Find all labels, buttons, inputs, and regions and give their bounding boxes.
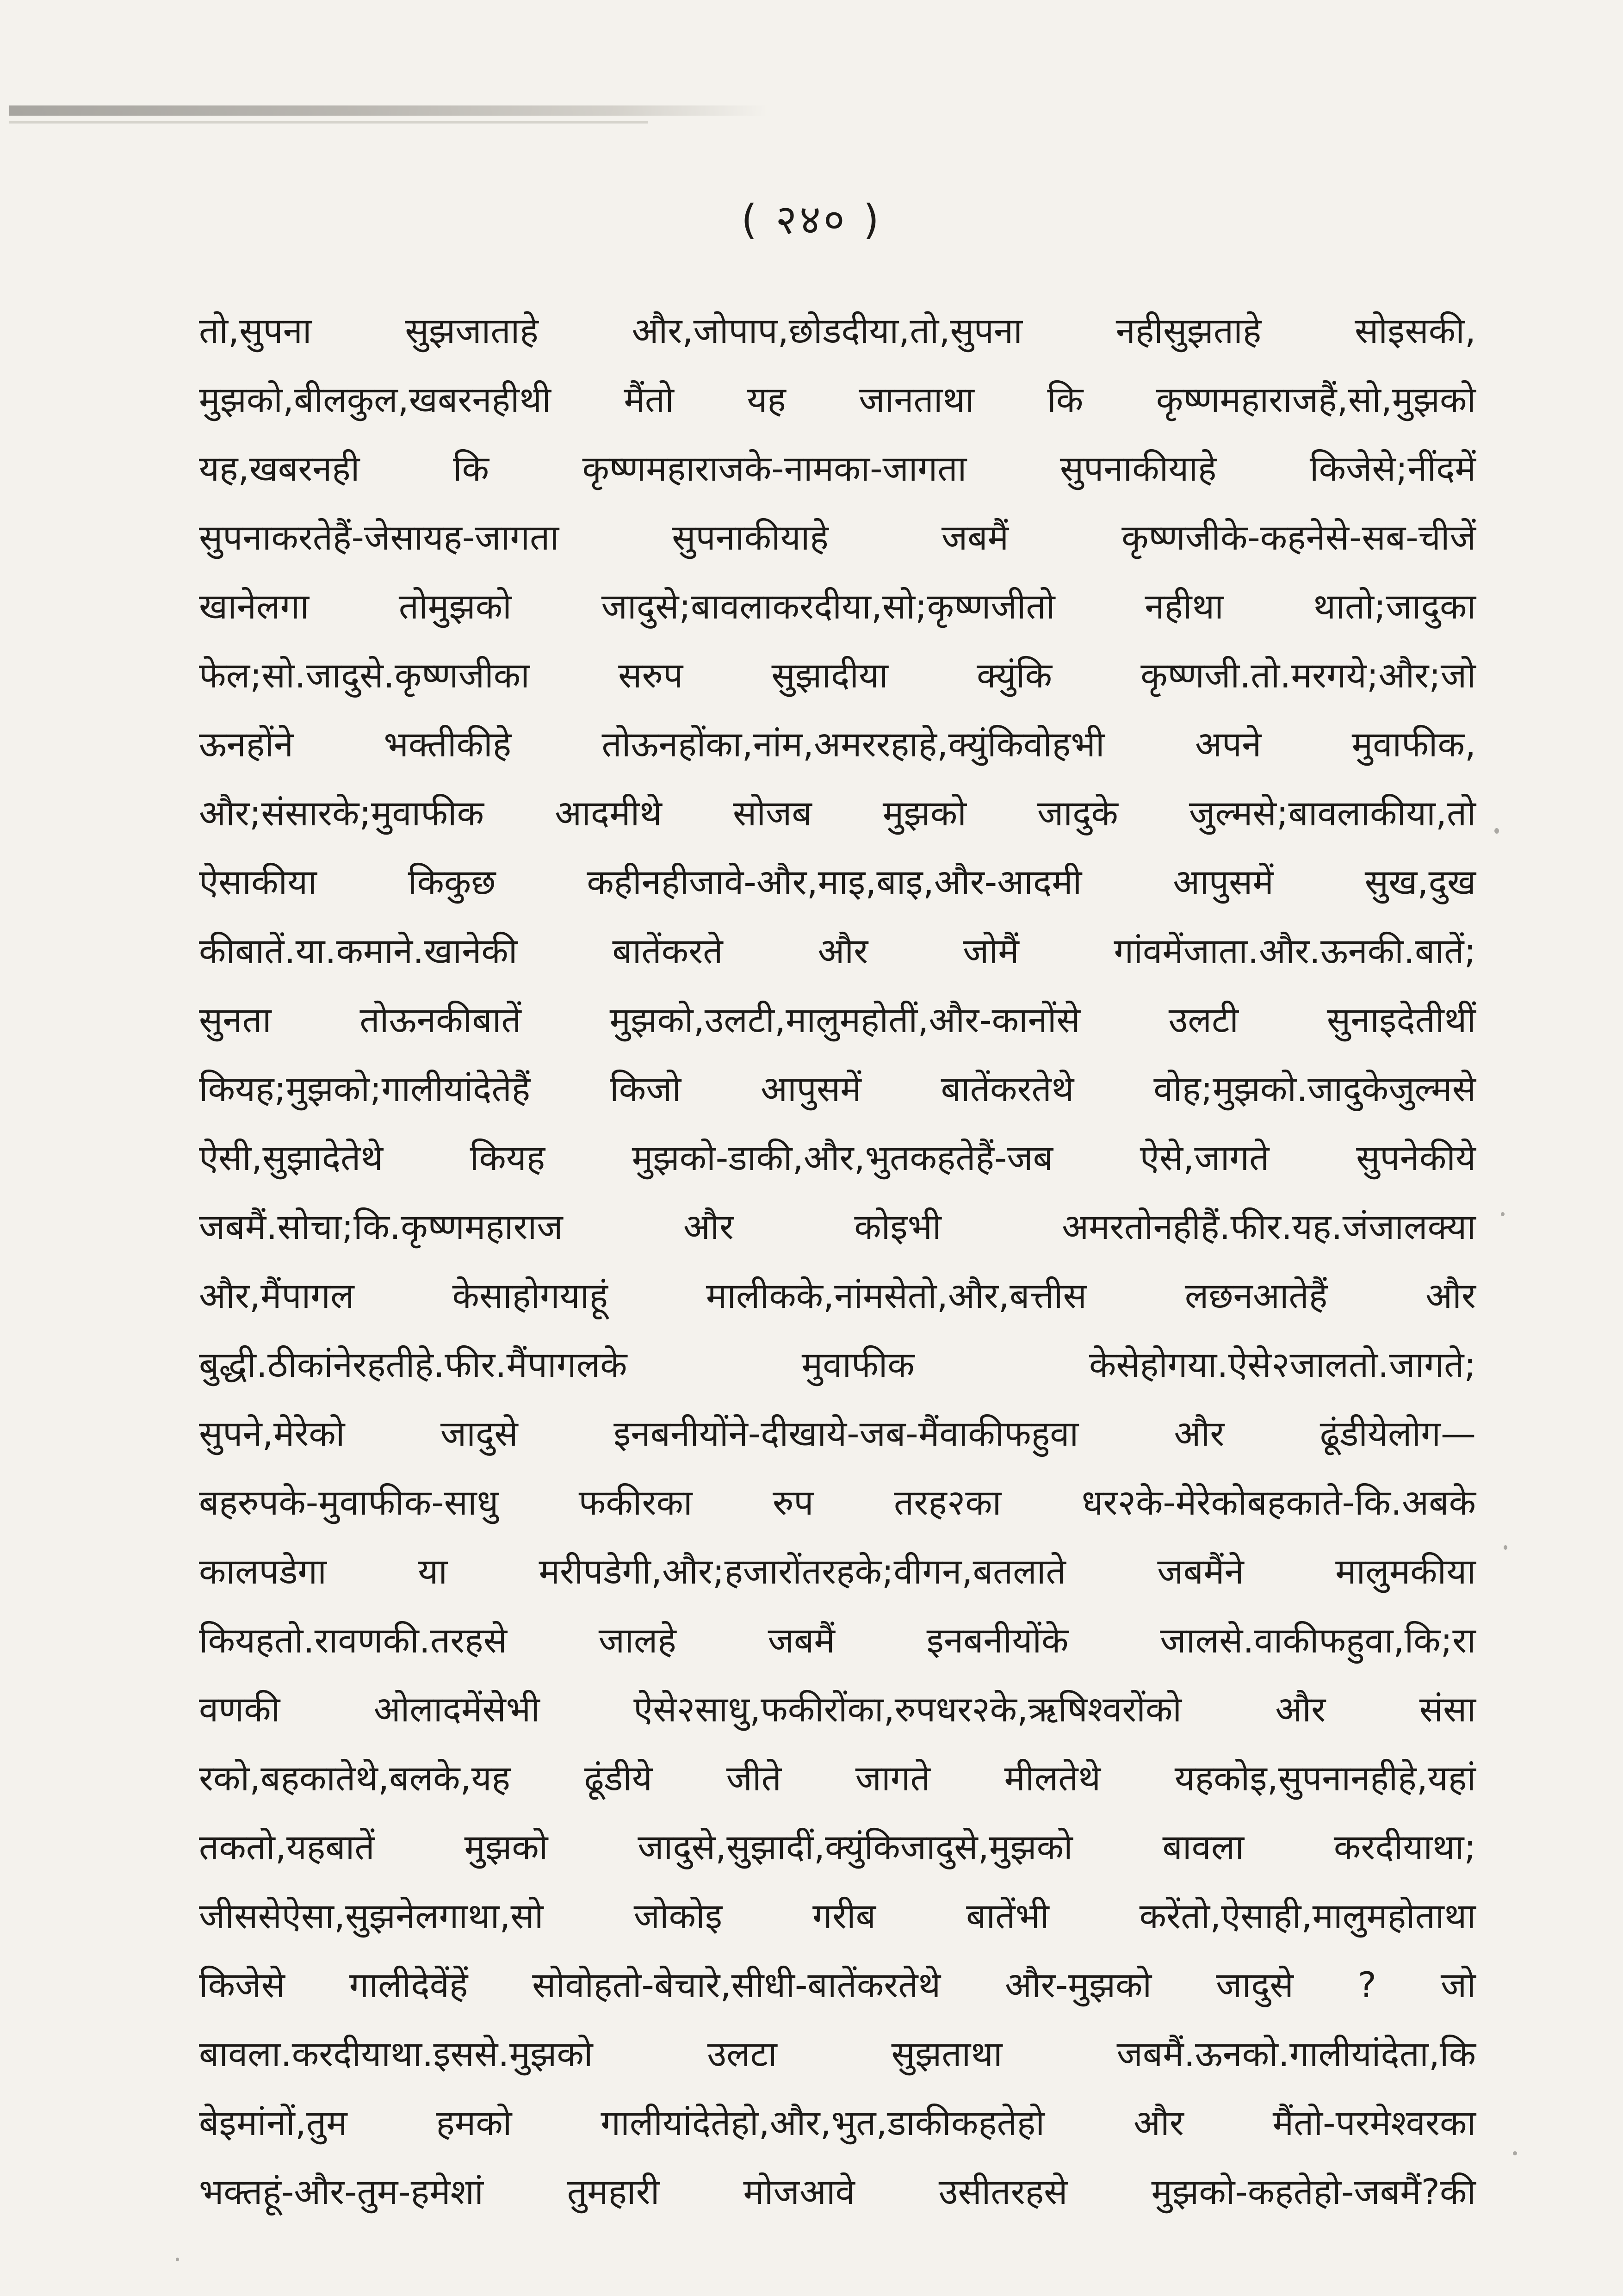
page-number: ( २४० ) <box>741 196 882 243</box>
scan-speck <box>1501 1212 1505 1216</box>
text-line: जीससेऐसा,सुझनेलगाथा,सो जोकोइ गरीब बातेंभी करेंतो,ऐसाही,मालुमहोताथा <box>199 1895 1476 1937</box>
text-line: कियहतो.रावणकी.तरहसे जालहे जबमैं इनबनीयोंके जालसे.वाकीफहुवा,कि;रा <box>199 1620 1476 1661</box>
text-line: कालपडेगा या मरीपडेगी,और;हजारोंतरहके;वीगन,बतलाते जबमैंने मालुमकीया <box>199 1551 1476 1592</box>
text-line: बावला.करदीयाथा.इससे.मुझको उलटा सुझताथा जबमैं.ऊनको.गालीयांदेता,कि <box>199 2033 1476 2074</box>
text-line: ऐसाकीया किकुछ कहीनहीजावे-और,माइ,बाइ,और-आदमी आपुसमें सुख,दुख <box>199 861 1476 903</box>
text-line: ऐसी,सुझादेतेथे कियह मुझको-डाकी,और,भुतकहतेहैं-जब ऐसे,जागते सुपनेकीये <box>199 1137 1476 1178</box>
text-line: सुपनाकरतेहैं-जेसायह-जागता सुपनाकीयाहे जबमैं कृष्णजीके-कहनेसे-सब-चीजें <box>199 517 1476 558</box>
text-line: सुपने,मेरेको जादुसे इनबनीयोंने-दीखाये-जब-मैंवाकीफहुवा और ढूंडीयेलोग— <box>199 1413 1476 1454</box>
text-line: सुनता तोऊनकीबातें मुझको,उलटी,मालुमहोतीं,और-कानोंसे उलटी सुनाइदेतीथीं <box>199 999 1476 1040</box>
text-line: भक्तहूं-और-तुम-हमेशां तुमहारी मोजआवे उसीतरहसे मुझको-कहतेहो-जबमैं?की <box>199 2171 1476 2212</box>
text-line: किजेसे गालीदेवेंहें सोवोहतो-बेचारे,सीधी-बातेंकरतेथे और-मुझको जादुसे ? जो <box>199 1964 1476 2005</box>
text-line: कियह;मुझको;गालीयांदेतेहैं किजो आपुसमें बातेंकरतेथे वोह;मुझको.जादुकेजुल्मसे <box>199 1068 1476 1109</box>
text-line: ऊनहोंने भक्तीकीहे तोऊनहोंका,नांम,अमररहाहे,क्युंकिवोहभी अपने मुवाफीक, <box>199 724 1476 765</box>
text-line: और;संसारके;मुवाफीक आदमीथे सोजब मुझको जादुके जुल्मसे;बावलाकीया,तो <box>199 792 1476 834</box>
text-line: बहरुपके-मुवाफीक-साधु फकीरका रुप तरह२का धर२के-मेरेकोबहकाते-कि.अबके <box>199 1482 1476 1523</box>
text-line: यह,खबरनही कि कृष्णमहाराजके-नामका-जागता सुपनाकीयाहे किजेसे;नींदमें <box>199 448 1476 489</box>
text-line: वणकी ओलादमेंसेभी ऐसे२साधु,फकीरोंका,रुपधर२के,ऋषिश्वरोंको और संसा <box>199 1689 1476 1730</box>
top-edge-rule-thin <box>9 121 648 124</box>
text-line: जबमैं.सोचा;कि.कृष्णमहाराज और कोइभी अमरतोनहीहैं.फीर.यह.जंजालक्या <box>199 1206 1476 1247</box>
top-edge-rule <box>9 105 768 116</box>
text-line: मुझको,बीलकुल,खबरनहीथी मैंतो यह जानताथा कि कृष्णमहाराजहैं,सो,मुझको <box>199 379 1476 420</box>
scan-speck <box>1494 828 1499 834</box>
text-line: फेल;सो.जादुसे.कृष्णजीका सरुप सुझादीया क्युंकि कृष्णजी.तो.मरगये;और;जो <box>199 655 1476 696</box>
text-line: कीबातें.या.कमाने.खानेकी बातेंकरते और जोमैं गांवमेंजाता.और.ऊनकी.बातें; <box>199 930 1476 972</box>
scan-speck <box>1504 1545 1507 1550</box>
text-line: रको,बहकातेथे,बलके,यह ढूंडीये जीते जागते मीलतेथे यहकोइ,सुपनानहीहे,यहां <box>199 1758 1476 1799</box>
text-line: बुद्धी.ठीकांनेरहतीहे.फीर.मैंपागलके मुवाफीक केसेहोगया.ऐसे२जालतो.जागते; <box>199 1344 1476 1385</box>
body-text <box>199 296 1476 2226</box>
text-line: तो,सुपना सुझजाताहे और,जोपाप,छोडदीया,तो,सुपना नहीसुझताहे सोइसकी, <box>199 310 1476 351</box>
text-line: खानेलगा तोमुझको जादुसे;बावलाकरदीया,सो;कृष्णजीतो नहीथा थातो;जादुका <box>199 586 1476 627</box>
text-line: और,मैंपागल केसाहोगयाहूं मालीकके,नांमसेतो,और,बत्तीस लछनआतेहैं और <box>199 1275 1476 1316</box>
scan-speck <box>176 2258 179 2261</box>
scan-speck <box>1513 2151 1517 2155</box>
text-line: बेइमांनों,तुम हमको गालीयांदेतेहो,और,भुत,डाकीकहतेहो और मैंतो-परमेश्वरका <box>199 2102 1476 2143</box>
text-line: तकतो,यहबातें मुझको जादुसे,सुझादीं,क्युंकिजादुसे,मुझको बावला करदीयाथा; <box>199 1826 1476 1868</box>
